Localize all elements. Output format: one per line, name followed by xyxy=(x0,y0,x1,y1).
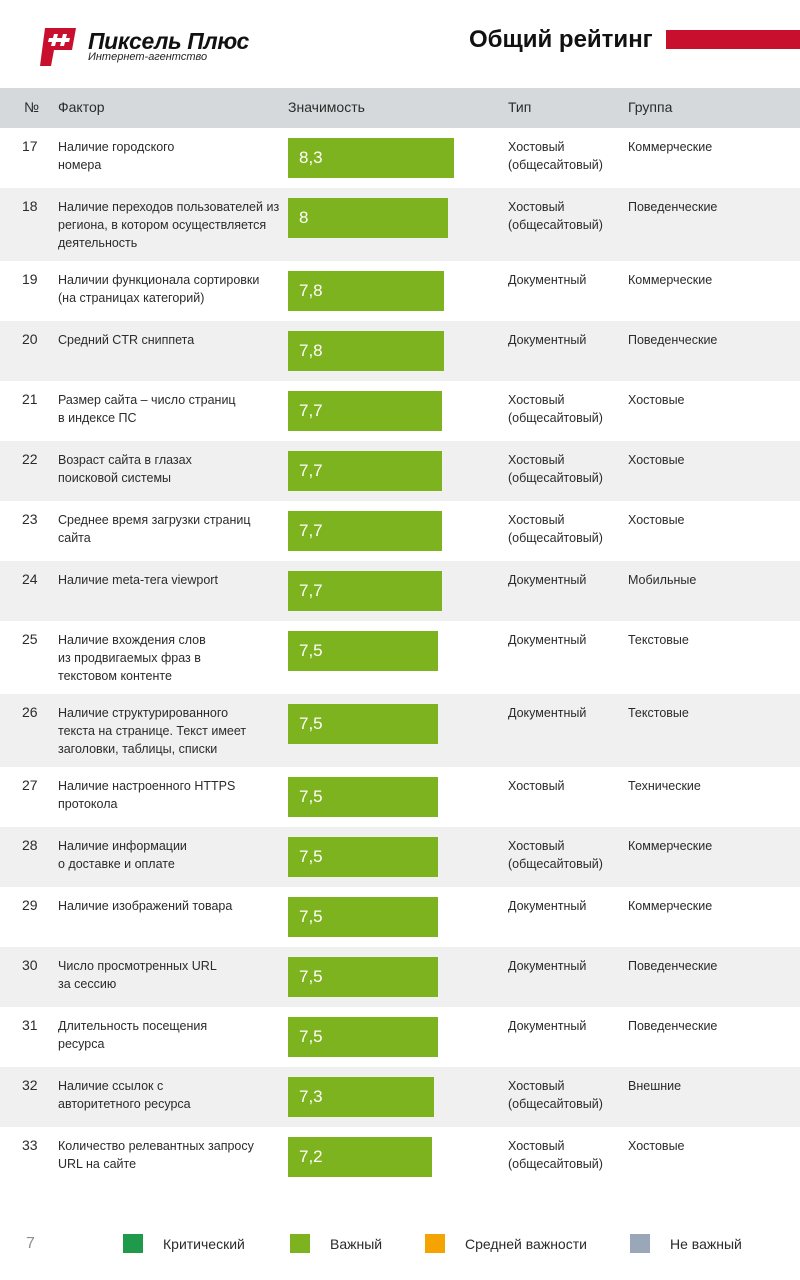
row-number: 18 xyxy=(22,198,38,214)
factor-text: Возраст сайта в глазах поисковой системы xyxy=(58,453,192,485)
group-text: Поведенческие xyxy=(628,333,718,347)
table-header xyxy=(0,88,800,128)
table-row xyxy=(0,128,800,188)
row-number: 22 xyxy=(22,451,38,467)
factor-text: Число просмотренных URL за сессию xyxy=(58,959,217,991)
factor-text: Наличие городского номера xyxy=(58,140,175,172)
legend-swatch-medium xyxy=(425,1234,445,1253)
table-row xyxy=(0,1007,800,1067)
significance-bar: 7,7 xyxy=(288,511,442,551)
significance-bar: 7,5 xyxy=(288,1017,438,1057)
group-text: Хостовые xyxy=(628,513,685,527)
group-text: Внешние xyxy=(628,1079,682,1093)
row-number: 30 xyxy=(22,957,38,973)
type-text: Хостовый (общесайтовый) xyxy=(508,140,603,172)
company-tagline: Интернет-агентство xyxy=(88,51,208,63)
group-text: Текстовые xyxy=(628,633,689,647)
type-text: Хостовый (общесайтовый) xyxy=(508,1079,603,1111)
group-text: Поведенческие xyxy=(628,200,718,214)
significance-bar: 7,5 xyxy=(288,631,438,671)
group-text: Коммерческие xyxy=(628,899,713,913)
table-row xyxy=(0,561,800,621)
column-header-group: Группа xyxy=(628,99,673,115)
row-number: 23 xyxy=(22,511,38,527)
column-header-factor: Фактор xyxy=(58,99,105,115)
table-row xyxy=(0,767,800,827)
type-text: Документный xyxy=(508,573,587,587)
row-number: 31 xyxy=(22,1017,38,1033)
factor-text: Средний CTR сниппета xyxy=(58,333,195,347)
factor-text: Среднее время загрузки страниц сайта xyxy=(58,513,251,545)
type-text: Хостовый (общесайтовый) xyxy=(508,513,603,545)
factor-text: Наличие переходов пользователей из региона, в котором осуществляется деятельность xyxy=(58,200,280,250)
table-row xyxy=(0,827,800,887)
footer xyxy=(0,1226,800,1266)
row-number: 17 xyxy=(22,138,38,154)
factors-table xyxy=(0,128,800,1187)
type-text: Документный xyxy=(508,1019,587,1033)
group-text: Поведенческие xyxy=(628,1019,718,1033)
column-header-significance: Значимость xyxy=(288,99,365,115)
group-text: Мобильные xyxy=(628,573,697,587)
row-number: 26 xyxy=(22,704,38,720)
group-text: Технические xyxy=(628,779,701,793)
page-title: Общий рейтинг xyxy=(469,26,653,53)
page-header xyxy=(0,0,800,88)
group-text: Хостовые xyxy=(628,453,685,467)
type-text: Хостовый (общесайтовый) xyxy=(508,453,603,485)
significance-bar: 7,7 xyxy=(288,451,442,491)
type-text: Хостовый (общесайтовый) xyxy=(508,839,603,871)
group-text: Коммерческие xyxy=(628,140,713,154)
significance-bar: 8 xyxy=(288,198,448,238)
company-name: Пиксель Плюс xyxy=(88,28,249,54)
significance-bar: 7,5 xyxy=(288,837,438,877)
row-number: 29 xyxy=(22,897,38,913)
significance-bar: 7,7 xyxy=(288,571,442,611)
table-row xyxy=(0,501,800,561)
table-row xyxy=(0,188,800,261)
legend-label-unimportant: Не важный xyxy=(670,1236,742,1252)
row-number: 25 xyxy=(22,631,38,647)
group-text: Текстовые xyxy=(628,706,689,720)
factor-text: Длительность посещения ресурса xyxy=(58,1019,208,1051)
row-number: 19 xyxy=(22,271,38,287)
table-row xyxy=(0,1067,800,1127)
significance-bar: 7,7 xyxy=(288,391,442,431)
type-text: Хостовый (общесайтовый) xyxy=(508,393,603,425)
legend-label-critical: Критический xyxy=(163,1236,245,1252)
type-text: Хостовый xyxy=(508,779,565,793)
significance-bar: 7,5 xyxy=(288,897,438,937)
significance-bar: 7,8 xyxy=(288,331,444,371)
title-accent-bar xyxy=(666,30,800,49)
page-number: 7 xyxy=(26,1235,35,1252)
factor-text: Наличие структурированного текста на странице. Текст имеет заголовки, таблицы, списки xyxy=(58,706,247,756)
factor-text: Наличие настроенного HTTPS протокола xyxy=(58,779,236,811)
table-row xyxy=(0,887,800,947)
legend-swatch-critical xyxy=(123,1234,143,1253)
table-row xyxy=(0,441,800,501)
type-text: Документный xyxy=(508,333,587,347)
table-row xyxy=(0,1127,800,1187)
logo-icon xyxy=(40,28,76,66)
row-number: 27 xyxy=(22,777,38,793)
table-row xyxy=(0,381,800,441)
significance-bar: 7,5 xyxy=(288,704,438,744)
factor-text: Наличие изображений товара xyxy=(58,899,233,913)
legend-swatch-important xyxy=(290,1234,310,1253)
significance-bar: 7,2 xyxy=(288,1137,432,1177)
type-text: Документный xyxy=(508,706,587,720)
row-number: 32 xyxy=(22,1077,38,1093)
factor-text: Наличие ссылок с авторитетного ресурса xyxy=(58,1079,191,1111)
significance-bar: 7,3 xyxy=(288,1077,434,1117)
significance-bar: 7,8 xyxy=(288,271,444,311)
table-row xyxy=(0,321,800,381)
type-text: Документный xyxy=(508,959,587,973)
factor-text: Количество релевантных запросу URL на сайте xyxy=(58,1139,254,1171)
legend-label-important: Важный xyxy=(330,1236,383,1252)
significance-bar: 7,5 xyxy=(288,777,438,817)
column-header-type: Тип xyxy=(508,99,532,115)
group-text: Хостовые xyxy=(628,1139,685,1153)
factor-text: Наличие вхождения слов из продвигаемых фраз в текстовом контенте xyxy=(58,633,206,683)
factor-text: Размер сайта – число страниц в индексе ПС xyxy=(58,393,236,425)
row-number: 24 xyxy=(22,571,38,587)
type-text: Документный xyxy=(508,899,587,913)
group-text: Поведенческие xyxy=(628,959,718,973)
group-text: Коммерческие xyxy=(628,839,713,853)
row-number: 33 xyxy=(22,1137,38,1153)
row-number: 20 xyxy=(22,331,38,347)
row-number: 28 xyxy=(22,837,38,853)
factor-text: Наличие meta-тега viewport xyxy=(58,573,218,587)
type-text: Хостовый (общесайтовый) xyxy=(508,200,603,232)
legend-swatch-unimportant xyxy=(630,1234,650,1253)
group-text: Хостовые xyxy=(628,393,685,407)
factor-text: Наличии функционала сортировки (на страницах категорий) xyxy=(58,273,260,305)
group-text: Коммерческие xyxy=(628,273,713,287)
table-row xyxy=(0,947,800,1007)
table-row xyxy=(0,694,800,767)
factor-text: Наличие информации о доставке и оплате xyxy=(58,839,187,871)
table-row xyxy=(0,621,800,694)
type-text: Хостовый (общесайтовый) xyxy=(508,1139,603,1171)
column-header-number: № xyxy=(24,99,40,115)
table-row xyxy=(0,261,800,321)
type-text: Документный xyxy=(508,633,587,647)
type-text: Документный xyxy=(508,273,587,287)
significance-bar: 8,3 xyxy=(288,138,454,178)
legend-label-medium: Средней важности xyxy=(465,1236,587,1252)
significance-bar: 7,5 xyxy=(288,957,438,997)
row-number: 21 xyxy=(22,391,38,407)
